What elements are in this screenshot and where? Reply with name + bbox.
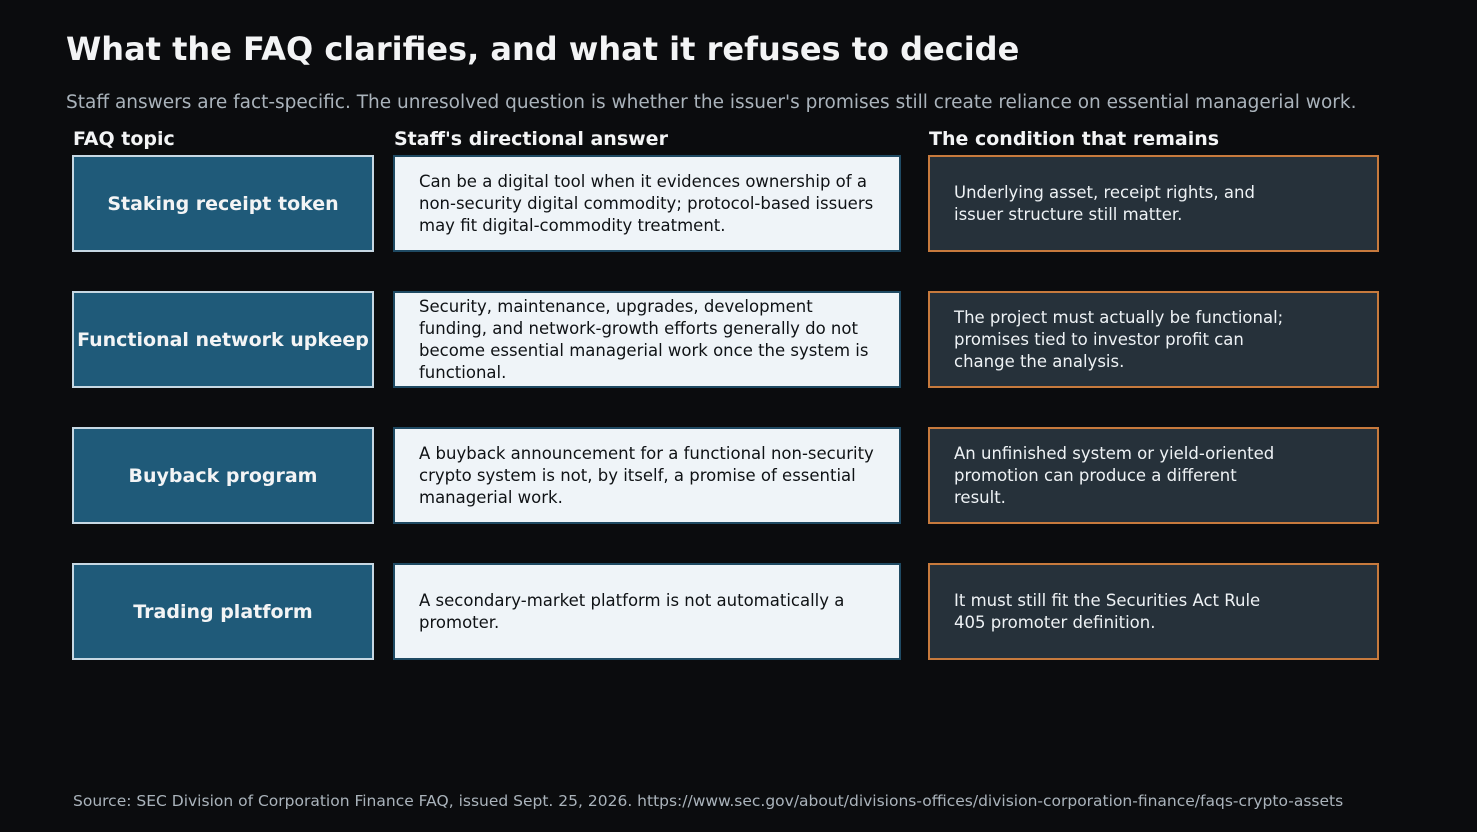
page-subtitle: Staff answers are fact-specific. The unresolved question is whether the issuer's promises still create reliance on essential managerial work. bbox=[66, 92, 1357, 113]
condition-text: An unfinished system or yield-oriented promotion can produce a different result. bbox=[954, 443, 1275, 507]
condition-box bbox=[928, 563, 1379, 660]
column-header-topic: FAQ topic bbox=[73, 128, 175, 150]
answer-box bbox=[393, 291, 901, 388]
faq-row-trading-platform bbox=[0, 563, 1477, 660]
topic-box: Trading platform bbox=[72, 563, 374, 660]
condition-text: It must still fit the Securities Act Rule 405 promoter definition. bbox=[954, 590, 1261, 632]
faq-row-network-upkeep bbox=[0, 291, 1477, 388]
condition-box bbox=[928, 427, 1379, 524]
column-header-condition: The condition that remains bbox=[929, 128, 1220, 150]
answer-text: A secondary-market platform is not automatically a promoter. bbox=[419, 590, 845, 632]
source-note: Source: SEC Division of Corporation Finance FAQ, issued Sept. 25, 2026. https://www.sec.gov/about/divisions-offices/division-corporation-finance/faqs-crypto-assets bbox=[73, 792, 1344, 810]
column-header-answer: Staff's directional answer bbox=[394, 128, 668, 150]
answer-text: Security, maintenance, upgrades, development funding, and network-growth efforts generally do not become essential managerial work once the system is functional. bbox=[419, 296, 869, 382]
faq-row-staking bbox=[0, 155, 1477, 252]
condition-text: The project must actually be functional; promises tied to investor profit can change the analysis. bbox=[954, 307, 1284, 371]
topic-box: Staking receipt token bbox=[72, 155, 374, 252]
condition-box bbox=[928, 291, 1379, 388]
answer-box bbox=[393, 563, 901, 660]
answer-text: Can be a digital tool when it evidences ownership of a non-security digital commodity; protocol-based issuers may fit digital-commodity treatment. bbox=[419, 171, 874, 235]
answer-box bbox=[393, 427, 901, 524]
topic-box: Buyback program bbox=[72, 427, 374, 524]
answer-box bbox=[393, 155, 901, 252]
condition-box bbox=[928, 155, 1379, 252]
page-title: What the FAQ clarifies, and what it refuses to decide bbox=[66, 30, 1020, 68]
topic-box: Functional network upkeep bbox=[72, 291, 374, 388]
faq-row-buyback bbox=[0, 427, 1477, 524]
condition-text: Underlying asset, receipt rights, and issuer structure still matter. bbox=[954, 182, 1255, 224]
answer-text: A buyback announcement for a functional non-security crypto system is not, by itself, a promise of essential managerial work. bbox=[419, 443, 874, 507]
